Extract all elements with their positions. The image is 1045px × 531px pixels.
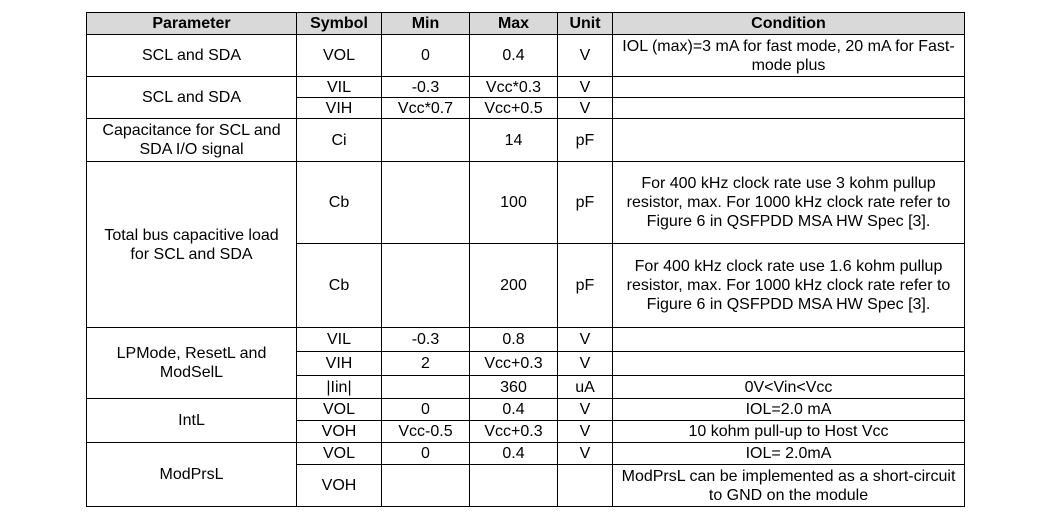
header-max: Max: [470, 13, 558, 35]
min-cell: [382, 119, 470, 162]
parameter-cell: LPMode, ResetL and ModSelL: [87, 328, 297, 399]
min-cell: [382, 162, 470, 244]
table-row: [87, 443, 965, 465]
condition-cell: IOL (max)=3 mA for fast mode, 20 mA for Fast-mode plus: [613, 35, 965, 77]
symbol-cell: VOL: [297, 35, 382, 77]
header-row: [87, 13, 965, 35]
symbol-cell: VOL: [297, 443, 382, 465]
max-cell: 0.4: [470, 399, 558, 421]
min-cell: [382, 376, 470, 399]
min-cell: [382, 465, 470, 507]
min-cell: 2: [382, 352, 470, 376]
condition-cell: IOL= 2.0mA: [613, 443, 965, 465]
table-row: [87, 162, 965, 244]
unit-cell: pF: [558, 244, 613, 328]
min-cell: Vcc-0.5: [382, 421, 470, 443]
max-cell: Vcc+0.5: [470, 98, 558, 119]
parameter-cell: ModPrsL: [87, 443, 297, 507]
header-min: Min: [382, 13, 470, 35]
condition-cell: For 400 kHz clock rate use 1.6 kohm pullup resistor, max. For 1000 kHz clock rate refer to Figure 6 in QSFPDD MSA HW Spec [3].: [613, 244, 965, 328]
condition-cell: [613, 328, 965, 352]
symbol-cell: VOH: [297, 421, 382, 443]
condition-cell: [613, 352, 965, 376]
unit-cell: pF: [558, 119, 613, 162]
unit-cell: pF: [558, 162, 613, 244]
table-row: [87, 35, 965, 77]
min-cell: [382, 244, 470, 328]
unit-cell: V: [558, 443, 613, 465]
unit-cell: V: [558, 98, 613, 119]
symbol-cell: Ci: [297, 119, 382, 162]
electrical-characteristics-table: [86, 12, 965, 507]
header-parameter: Parameter: [87, 13, 297, 35]
unit-cell: uA: [558, 376, 613, 399]
symbol-cell: VOH: [297, 465, 382, 507]
max-cell: 0.8: [470, 328, 558, 352]
max-cell: 100: [470, 162, 558, 244]
max-cell: Vcc+0.3: [470, 352, 558, 376]
max-cell: Vcc*0.3: [470, 77, 558, 98]
symbol-cell: Cb: [297, 244, 382, 328]
parameter-cell: Total bus capacitive load for SCL and SDA: [87, 162, 297, 328]
condition-cell: [613, 119, 965, 162]
unit-cell: V: [558, 421, 613, 443]
max-cell: 360: [470, 376, 558, 399]
unit-cell: V: [558, 328, 613, 352]
min-cell: -0.3: [382, 328, 470, 352]
parameter-cell: SCL and SDA: [87, 77, 297, 119]
symbol-cell: VIL: [297, 328, 382, 352]
max-cell: Vcc+0.3: [470, 421, 558, 443]
table-row: [87, 119, 965, 162]
max-cell: [470, 465, 558, 507]
condition-cell: [613, 98, 965, 119]
parameter-cell: Capacitance for SCL and SDA I/O signal: [87, 119, 297, 162]
condition-cell: 0V<Vin<Vcc: [613, 376, 965, 399]
symbol-cell: |Iin|: [297, 376, 382, 399]
header-symbol: Symbol: [297, 13, 382, 35]
condition-cell: 10 kohm pull-up to Host Vcc: [613, 421, 965, 443]
table-row: [87, 77, 965, 98]
header-unit: Unit: [558, 13, 613, 35]
symbol-cell: VIH: [297, 352, 382, 376]
unit-cell: V: [558, 77, 613, 98]
table-row: [87, 328, 965, 352]
symbol-cell: VIH: [297, 98, 382, 119]
min-cell: Vcc*0.7: [382, 98, 470, 119]
condition-cell: [613, 77, 965, 98]
min-cell: 0: [382, 35, 470, 77]
parameter-cell: IntL: [87, 399, 297, 443]
min-cell: -0.3: [382, 77, 470, 98]
unit-cell: V: [558, 35, 613, 77]
table-row: [87, 399, 965, 421]
header-condition: Condition: [613, 13, 965, 35]
condition-cell: IOL=2.0 mA: [613, 399, 965, 421]
max-cell: 14: [470, 119, 558, 162]
unit-cell: [558, 465, 613, 507]
max-cell: 0.4: [470, 443, 558, 465]
max-cell: 0.4: [470, 35, 558, 77]
parameter-cell: SCL and SDA: [87, 35, 297, 77]
unit-cell: V: [558, 352, 613, 376]
min-cell: 0: [382, 399, 470, 421]
condition-cell: ModPrsL can be implemented as a short-circuit to GND on the module: [613, 465, 965, 507]
symbol-cell: VOL: [297, 399, 382, 421]
max-cell: 200: [470, 244, 558, 328]
condition-cell: For 400 kHz clock rate use 3 kohm pullup resistor, max. For 1000 kHz clock rate refer to Figure 6 in QSFPDD MSA HW Spec [3].: [613, 162, 965, 244]
symbol-cell: VIL: [297, 77, 382, 98]
symbol-cell: Cb: [297, 162, 382, 244]
unit-cell: V: [558, 399, 613, 421]
min-cell: 0: [382, 443, 470, 465]
